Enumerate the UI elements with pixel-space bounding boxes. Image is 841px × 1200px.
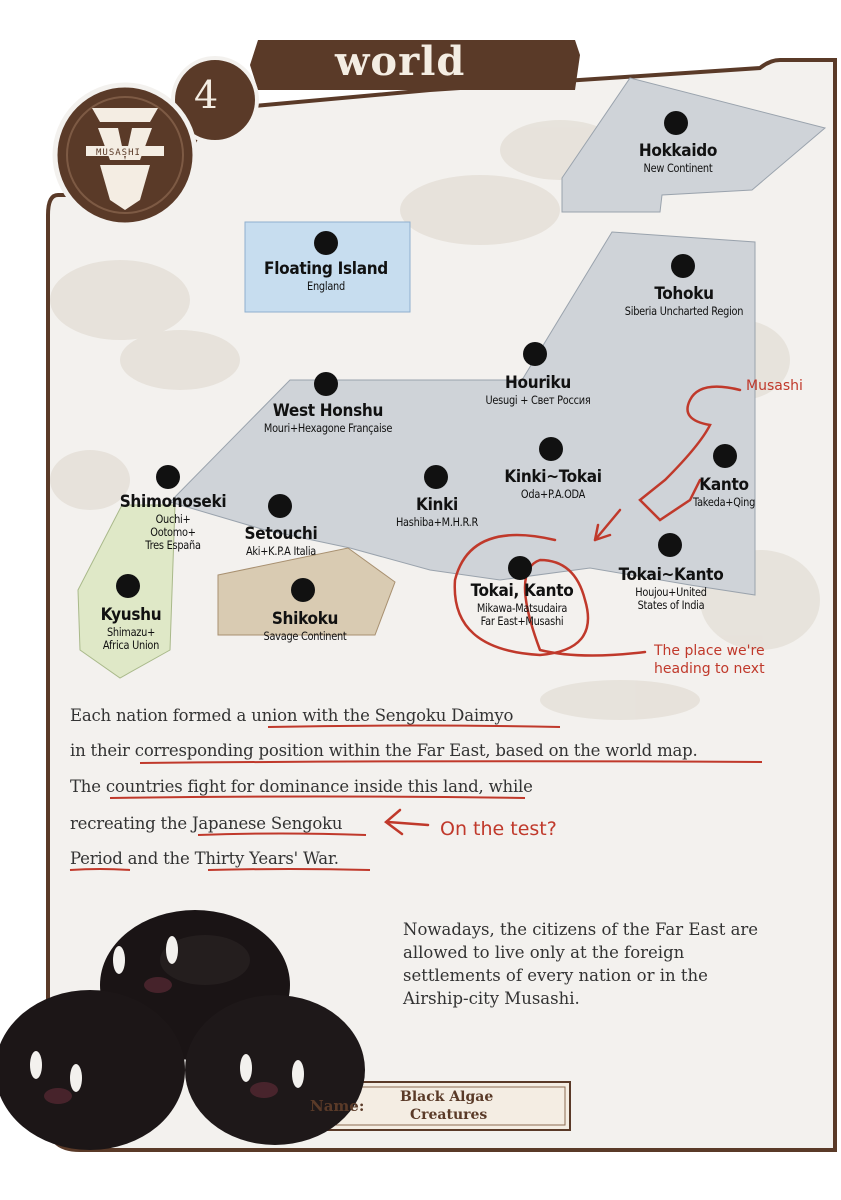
label-west-honshu: West Honshu Mouri+Hexagone Française xyxy=(263,401,393,435)
emblem-text: MUSASHI xyxy=(96,148,141,158)
nameplate-value-2: Creatures xyxy=(410,1107,488,1123)
label-tokai-kanto-2: Tokai~Kanto Houjou+United States of India xyxy=(618,565,724,612)
body-line-4: recreating the Japanese Sengoku xyxy=(70,814,343,833)
label-shimonoseki: Shimonoseki Ouchi+ Ootomo+ Tres España xyxy=(119,492,227,552)
dot-tohoku xyxy=(671,254,695,278)
label-setouchi: Setouchi Aki+K.P.A Italia xyxy=(244,524,318,558)
label-floating-island: Floating Island England xyxy=(264,259,388,293)
label-kinki-tokai: Kinki~Tokai Oda+P.A.ODA xyxy=(504,467,602,501)
dot-setouchi xyxy=(268,494,292,518)
label-hokkaido: Hokkaido New Continent xyxy=(638,141,718,175)
dot-kinki xyxy=(424,465,448,489)
label-shikoku: Shikoku Savage Continent xyxy=(263,609,347,643)
dot-tokai-kanto-1 xyxy=(508,556,532,580)
dot-kyushu xyxy=(116,574,140,598)
label-kanto: Kanto Takeda+Qing xyxy=(692,475,756,509)
label-tohoku: Tohoku Siberia Uncharted Region xyxy=(624,284,744,318)
dot-shimonoseki xyxy=(156,465,180,489)
label-tokai-kanto-1: Tokai, Kanto Mikawa-Matsudaira Far East+Musashi xyxy=(470,581,574,628)
note-musashi: Musashi xyxy=(746,378,803,394)
dot-kinki-tokai xyxy=(539,437,563,461)
label-kyushu: Kyushu Shimazu+ Africa Union xyxy=(100,605,162,652)
footnote-text: Nowadays, the citizens of the Far East are allowed to live only at the foreign settlements of every nation or in the Airship-city Musashi. xyxy=(403,920,759,1008)
note-next-place-2: heading to next xyxy=(654,661,765,677)
nameplate-label: Name: xyxy=(310,1097,365,1115)
dot-west-honshu xyxy=(314,372,338,396)
note-on-test: On the test? xyxy=(440,818,557,840)
dot-hokkaido xyxy=(664,111,688,135)
dot-kanto xyxy=(713,444,737,468)
dot-floating-island xyxy=(314,231,338,255)
dot-tokai-kanto-2 xyxy=(658,533,682,557)
nameplate-value-1: Black Algae xyxy=(400,1089,494,1105)
label-kinki: Kinki Hashiba+M.H.R.R xyxy=(395,495,479,529)
label-houriku: Houriku Uesugi + Свет Россия xyxy=(485,373,591,407)
dot-shikoku xyxy=(291,578,315,602)
body-line-1: Each nation formed a union with the Sengoku Daimyo xyxy=(70,706,514,725)
note-next-place-1: The place we're xyxy=(654,643,765,659)
body-line-5: Period and the Thirty Years' War. xyxy=(70,849,339,868)
chapter-number: 4 xyxy=(194,73,219,117)
body-line-3: The countries fight for dominance inside this land, while xyxy=(70,777,533,796)
dot-houriku xyxy=(523,342,547,366)
page-title: world xyxy=(335,38,466,85)
body-line-2: in their corresponding position within the Far East, based on the world map. xyxy=(70,741,698,760)
